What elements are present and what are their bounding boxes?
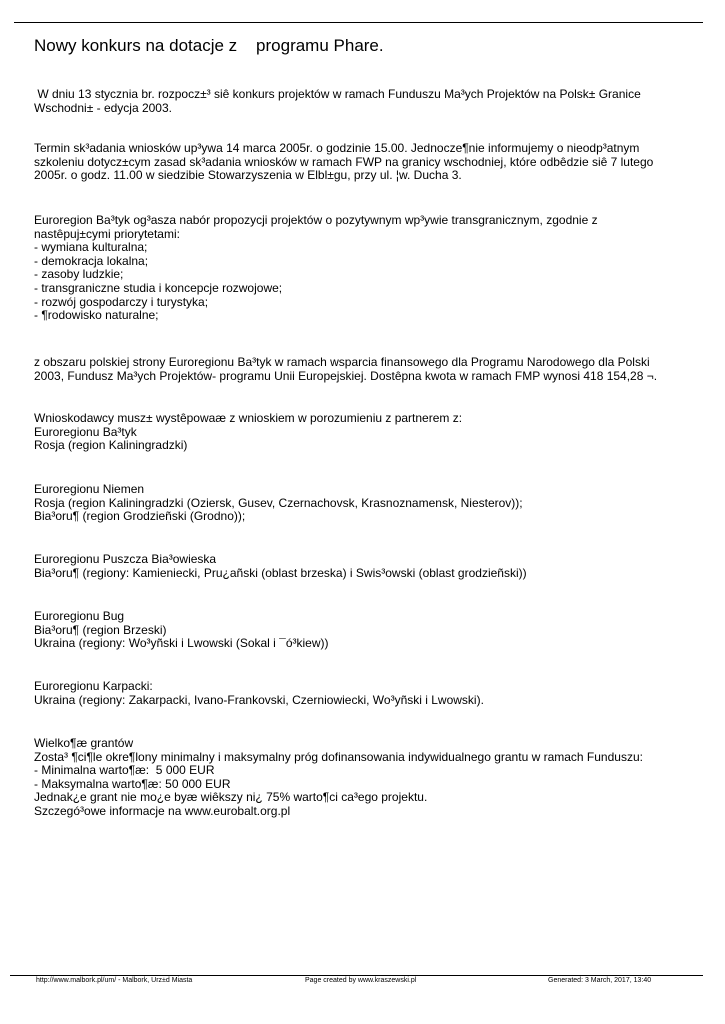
text-line: Bia³oru¶ (region Grodzieñski (Grodno));: [34, 509, 246, 524]
text-line: nastêpuj±cymi priorytetami:: [34, 226, 180, 241]
list-item: - rozwój gospodarczy i turystyka;: [34, 294, 209, 309]
text-line: Euroregion Ba³tyk og³asza nabór propozycji projektów o pozytywnym wp³ywie transgranicznym, zgodnie z: [34, 213, 598, 227]
paragraph-grants: [34, 737, 674, 819]
text-line: Bia³oru¶ (regiony: Kamieniecki, Pru¿añski (oblast brzeska) i Swis³owski (oblast grodzieñski)): [34, 565, 527, 580]
footer-rule: [10, 975, 703, 976]
list-item: - transgraniczne studia i koncepcje rozwojowe;: [34, 280, 283, 295]
text-line: Euroregionu Niemen: [34, 482, 145, 496]
text-line: Rosja (region Kaliningradzki): [34, 438, 188, 453]
text-line: Zosta³ ¶ci¶le okre¶lony minimalny i maksymalny próg dofinansowania indywidualnego grantu w ramach Funduszu:: [34, 749, 643, 764]
text-line: 2003, Fundusz Ma³ych Projektów- programu Unii Europejskiej. Dostêpna kwota w ramach FMP wynosi 418 154,28 ¬.: [34, 368, 658, 383]
text-line: Rosja (region Kaliningradzki (Oziersk, Gusev, Czernachovsk, Krasnoznamensk, Niesterov));: [34, 495, 523, 510]
paragraph-deadline: [34, 142, 674, 183]
text-line: W dniu 13 stycznia br. rozpocz±³ siê konkurs projektów w ramach Funduszu Ma³ych Projektów na Polsk± Granice: [34, 87, 641, 101]
text-line: Wielko¶æ grantów: [34, 736, 134, 750]
paragraph-applicants: [34, 412, 674, 453]
list-item: - zasoby ludzkie;: [34, 267, 124, 282]
text-line: 2005r. o godz. 11.00 w siedzibie Stowarzyszenia w Elbl±gu, przy ul. ¦w. Ducha 3.: [34, 168, 462, 183]
text-line: Jednak¿e grant nie mo¿e byæ wiêkszy ni¿ 75% warto¶ci ca³ego projektu.: [34, 790, 428, 805]
text-line: z obszaru polskiej strony Euroregionu Ba³tyk w ramach wsparcia finansowego dla Programu Narodowego dla Polski: [34, 355, 650, 369]
page-title: Nowy konkurs na dotacje z programu Phare.: [34, 36, 384, 55]
paragraph-bug: [34, 610, 674, 651]
footer-generated: Generated: 3 March, 2017, 13:40: [548, 977, 652, 984]
paragraph-priorities: [34, 214, 674, 323]
text-line: Euroregionu Puszcza Bia³owieska: [34, 552, 217, 566]
paragraph-intro: [34, 88, 674, 115]
text-line: Euroregionu Karpacki:: [34, 679, 153, 693]
list-item: - demokracja lokalna;: [34, 253, 149, 268]
list-item: - wymiana kulturalna;: [34, 240, 148, 255]
list-item: - ¶rodowisko naturalne;: [34, 308, 159, 323]
paragraph-niemen: [34, 483, 674, 524]
footer-source: http://www.malbork.pl/um/ - Malbork, Urz±d Miasta: [36, 977, 193, 984]
paragraph-puszcza: [34, 553, 674, 580]
text-line: Szczegó³owe informacje na www.eurobalt.org.pl: [34, 803, 291, 818]
text-line: szkoleniu dotycz±cym zasad sk³adania wniosków w ramach FWP na granicy wschodniej, które odbêdzie siê 7 lutego: [34, 154, 654, 169]
top-rule: [14, 22, 703, 23]
text-line: Euroregionu Bug: [34, 609, 125, 623]
text-line: Euroregionu Ba³tyk: [34, 424, 137, 439]
list-item: - Minimalna warto¶æ: 5 000 EUR: [34, 763, 215, 778]
paragraph-karpacki: [34, 680, 674, 707]
text-line: Termin sk³adania wniosków up³ywa 14 marca 2005r. o godzinie 15.00. Jednocze¶nie informujemy o nieodp³atnym: [34, 141, 640, 155]
text-line: Wschodni± - edycja 2003.: [34, 100, 172, 115]
text-line: Ukraina (regiony: Wo³yñski i Lwowski (Sokal i ¯ó³kiew)): [34, 636, 329, 651]
footer-credit: Page created by www.kraszewski.pl: [305, 977, 417, 984]
text-line: Bia³oru¶ (region Brzeski): [34, 622, 167, 637]
text-line: Ukraina (regiony: Zakarpacki, Ivano-Frankovski, Czerniowiecki, Wo³yñski i Lwowski).: [34, 692, 484, 707]
text-line: Wnioskodawcy musz± wystêpowaæ z wnioskiem w porozumieniu z partnerem z:: [34, 411, 463, 425]
list-item: - Maksymalna warto¶æ: 50 000 EUR: [34, 776, 231, 791]
paragraph-funding: [34, 356, 674, 383]
